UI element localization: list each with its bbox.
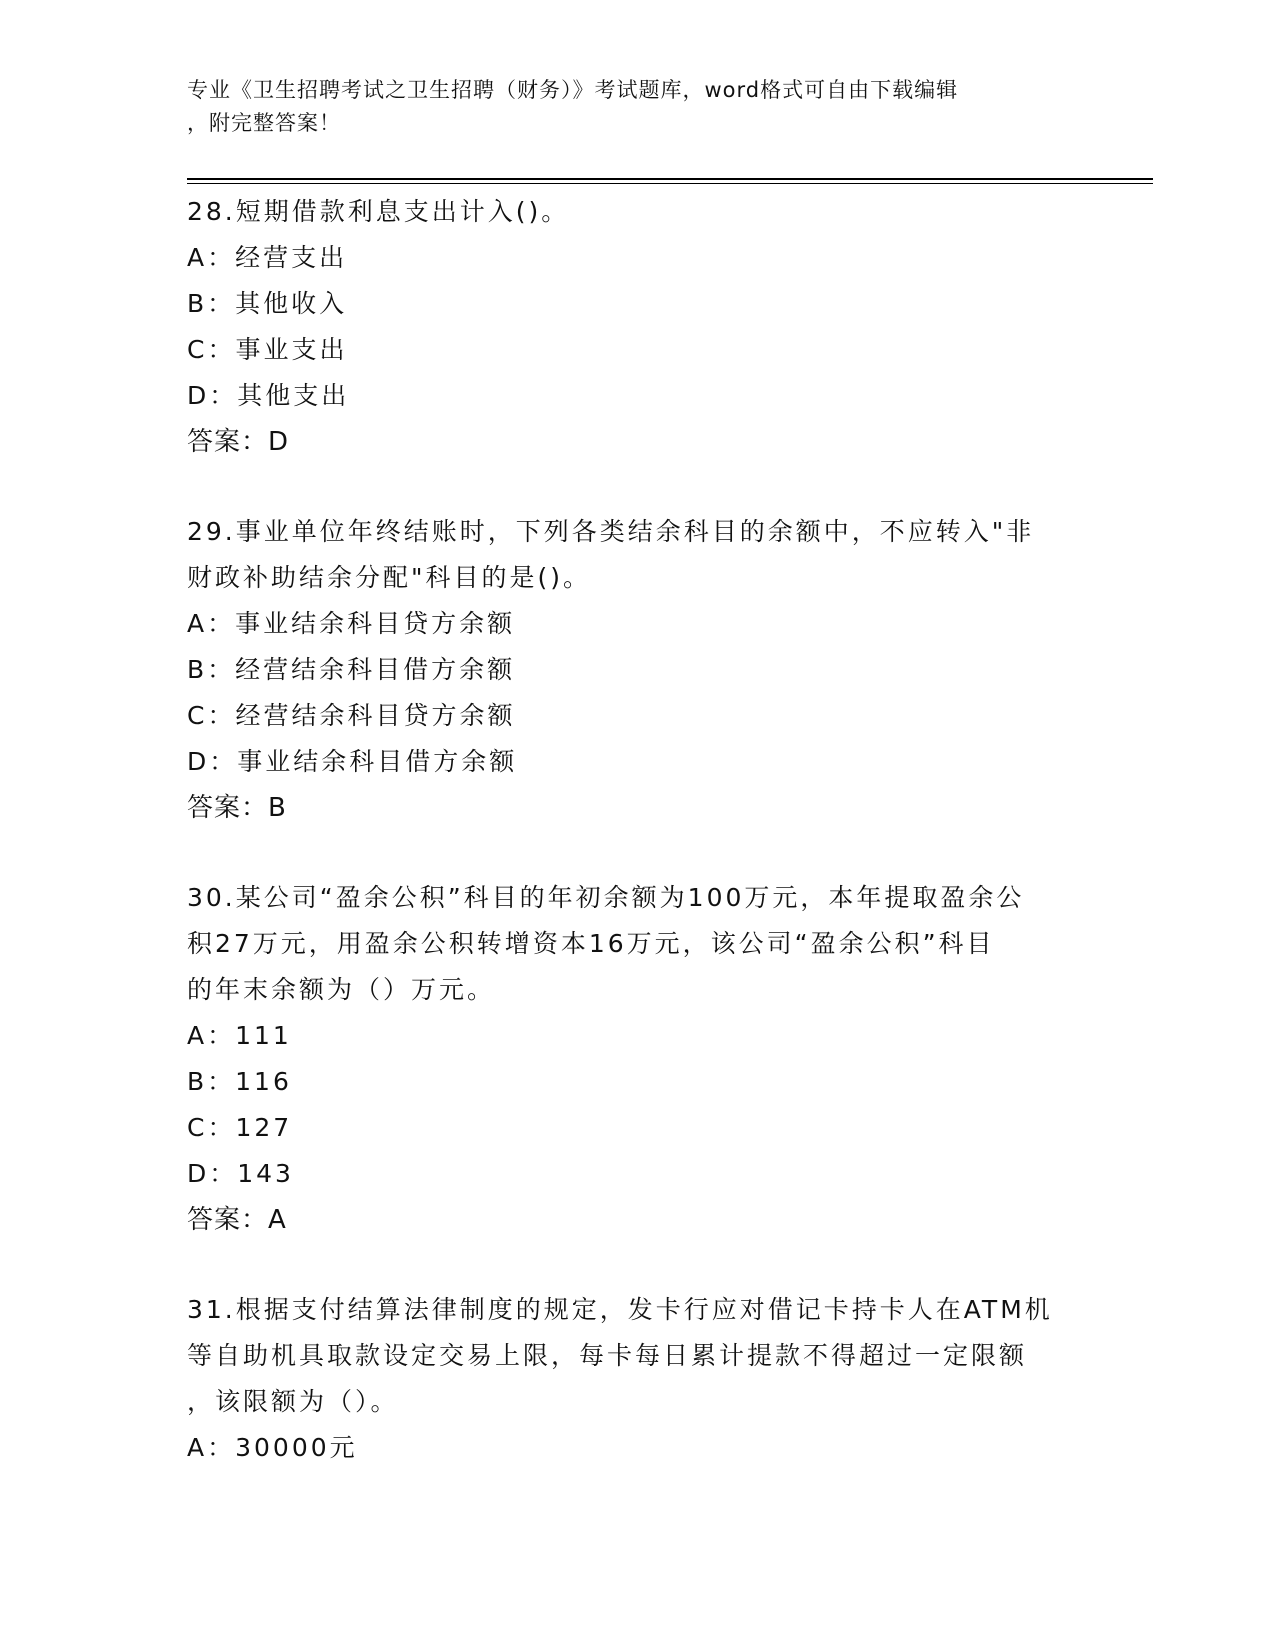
option-b: B：116 <box>187 1067 292 1096</box>
answer: 答案：A <box>187 1205 287 1235</box>
question-stem: 等自助机具取款设定交易上限，每卡每日累计提款不得超过一定限额 <box>187 1341 1028 1370</box>
option-d: D：事业结余科目借方余额 <box>187 747 518 776</box>
question-30 <box>187 875 1087 1243</box>
question-stem: 的年末余额为（）万元。 <box>187 975 496 1004</box>
header-rule-thin <box>187 183 1153 184</box>
document-header <box>187 74 1087 140</box>
question-stem: 积27万元，用盈余公积转增资本16万元，该公司“盈余公积”科目 <box>187 929 995 958</box>
option-b: B：其他收入 <box>187 289 348 318</box>
option-a: A：事业结余科目贷方余额 <box>187 609 516 638</box>
option-a: A：111 <box>187 1021 292 1050</box>
answer: 答案：B <box>187 793 287 823</box>
header-line-2: ，附完整答案！ <box>187 111 341 135</box>
header-line-1: 专业《卫生招聘考试之卫生招聘（财务）》考试题库，word格式可自由下载编辑 <box>187 78 959 102</box>
option-c: C：经营结余科目贷方余额 <box>187 701 516 730</box>
header-rule-thick <box>187 178 1153 180</box>
option-c: C：事业支出 <box>187 335 348 364</box>
question-list <box>187 189 1087 1515</box>
question-stem: 31.根据支付结算法律制度的规定，发卡行应对借记卡持卡人在ATM机 <box>187 1295 1053 1324</box>
question-stem: 28.短期借款利息支出计入()。 <box>187 197 570 226</box>
option-d: D：其他支出 <box>187 381 350 410</box>
option-d: D：143 <box>187 1159 294 1188</box>
option-a: A：经营支出 <box>187 243 348 272</box>
question-31 <box>187 1287 1087 1471</box>
option-b: B：经营结余科目借方余额 <box>187 655 516 684</box>
question-stem: 29.事业单位年终结账时，下列各类结余科目的余额中，不应转入"非 <box>187 517 1035 546</box>
question-28 <box>187 189 1087 465</box>
option-c: C：127 <box>187 1113 293 1142</box>
question-stem: 财政补助结余分配"科目的是()。 <box>187 563 592 592</box>
answer: 答案：D <box>187 427 290 457</box>
question-stem: 30.某公司“盈余公积”科目的年初余额为100万元，本年提取盈余公 <box>187 883 1025 912</box>
option-a: A：30000元 <box>187 1433 358 1462</box>
question-stem: ，该限额为（）。 <box>187 1387 399 1416</box>
question-29 <box>187 509 1087 831</box>
